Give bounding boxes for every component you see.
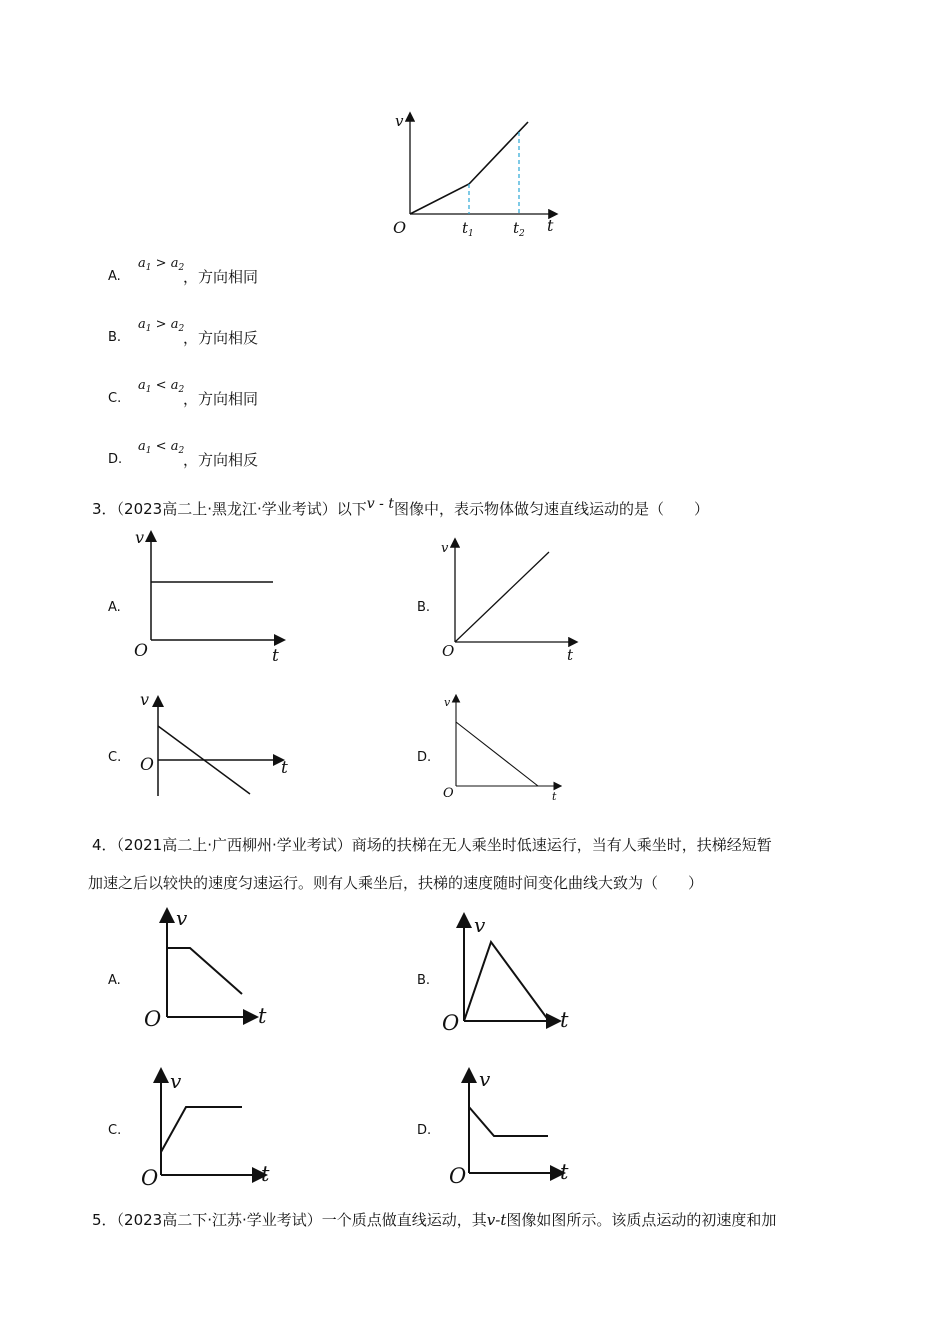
- svg-text:O: O: [141, 1166, 159, 1190]
- option-letter: C.: [108, 391, 122, 406]
- q2-origin-label: O: [393, 218, 407, 237]
- q4-graph-c[interactable]: [140, 1065, 280, 1190]
- q2-option-b[interactable]: [108, 317, 408, 353]
- q2-option-a[interactable]: [108, 256, 408, 292]
- q3-option-b-letter[interactable]: B.: [417, 600, 431, 615]
- q4-graph-a[interactable]: [140, 905, 280, 1035]
- svg-text:O: O: [443, 786, 454, 801]
- velocity-line: [469, 1107, 548, 1136]
- svg-text:O: O: [442, 642, 455, 660]
- q3-option-a-letter[interactable]: A.: [108, 600, 121, 615]
- question-source: （2023高二下·江苏·学业考试）: [116, 1211, 322, 1229]
- q4-stem-line2: 加速之后以较快的速度匀速运行。则有人乘坐后，扶梯的速度随时间变化曲线大致为（ ）: [88, 874, 704, 892]
- q4-graph-d[interactable]: [448, 1063, 588, 1188]
- svg-text:t: t: [272, 646, 279, 666]
- svg-text:v: v: [441, 541, 449, 556]
- option-formula: $a_1 > a_2$: [138, 256, 185, 273]
- question-source: （2021高二上·广西柳州·学业考试）: [116, 836, 352, 854]
- svg-text:t: t: [567, 646, 574, 664]
- q4-graph-b[interactable]: [440, 910, 580, 1035]
- svg-text:v: v: [479, 1067, 491, 1091]
- option-text: ，方向相反: [183, 329, 259, 347]
- q4-option-d-letter[interactable]: D.: [417, 1123, 432, 1138]
- svg-text:O: O: [144, 1007, 162, 1031]
- option-text: ，方向相同: [183, 390, 259, 408]
- question-number: 3．: [92, 500, 117, 518]
- svg-text:v: v: [474, 913, 486, 937]
- question-source: （2023高二上·黑龙江·学业考试）: [116, 500, 337, 518]
- svg-text:v: v: [176, 906, 188, 930]
- svg-text:t: t: [552, 790, 557, 803]
- q3-graph-a[interactable]: [125, 525, 295, 665]
- option-formula: $a_1 < a_2$: [138, 378, 185, 395]
- svg-text:v: v: [444, 696, 451, 709]
- q3-option-d-letter[interactable]: D.: [417, 750, 432, 765]
- svg-text:O: O: [442, 1011, 460, 1035]
- velocity-line: [161, 1107, 242, 1152]
- velocity-line: [167, 948, 242, 994]
- svg-text:v: v: [140, 690, 150, 709]
- q2-t2-label: $t_2$: [513, 219, 525, 239]
- svg-text:t: t: [261, 1162, 270, 1186]
- option-letter: D.: [108, 452, 123, 467]
- q2-t1-label: $t_1$: [462, 219, 474, 239]
- option-text: ，方向相反: [183, 451, 259, 469]
- q4-option-b-letter[interactable]: B.: [417, 973, 431, 988]
- svg-text:t: t: [560, 1008, 569, 1032]
- q5-stem: 5．（2023高二下·江苏·学业考试）一个质点做直线运动，其v-t图像如图所示。该质点运动的初速度和加: [92, 1211, 777, 1229]
- svg-text:O: O: [140, 755, 154, 775]
- q3-graph-b[interactable]: [435, 535, 585, 665]
- q3-graph-d[interactable]: [440, 690, 570, 805]
- q2-option-c[interactable]: [108, 378, 408, 414]
- svg-text:t: t: [560, 1160, 569, 1184]
- question-number: 5．: [92, 1211, 117, 1229]
- q2-t-label: t: [547, 216, 554, 235]
- svg-text:O: O: [134, 641, 148, 661]
- q4-stem-line1: 4．（2021高二上·广西柳州·学业考试）商场的扶梯在无人乘坐时低速运行，当有人乘坐时，扶梯经短暂: [92, 836, 772, 854]
- q3-stem: 3．（2023高二上·黑龙江·学业考试）以下v - t图像中，表示物体做匀速直线运动的是（ ）: [92, 496, 709, 518]
- q4-option-a-letter[interactable]: A.: [108, 973, 121, 988]
- option-letter: A.: [108, 269, 121, 284]
- q4-option-c-letter[interactable]: C.: [108, 1123, 122, 1138]
- q3-option-c-letter[interactable]: C.: [108, 750, 122, 765]
- velocity-line: [456, 722, 538, 786]
- svg-text:t: t: [281, 758, 288, 778]
- svg-text:O: O: [449, 1164, 467, 1188]
- q2-option-d[interactable]: [108, 439, 408, 475]
- q2-v-label: v: [395, 112, 404, 130]
- option-formula: $a_1 < a_2$: [138, 439, 185, 456]
- q3-graph-c[interactable]: [130, 690, 300, 800]
- question-number: 4．: [92, 836, 117, 854]
- svg-text:v: v: [170, 1069, 182, 1093]
- svg-text:t: t: [258, 1004, 267, 1028]
- velocity-line: [464, 942, 549, 1021]
- q2-vt-graph: [380, 108, 570, 243]
- svg-text:v: v: [135, 528, 145, 547]
- option-letter: B.: [108, 330, 122, 345]
- velocity-line: [455, 552, 549, 642]
- option-text: ，方向相同: [183, 268, 259, 286]
- option-formula: $a_1 > a_2$: [138, 317, 185, 334]
